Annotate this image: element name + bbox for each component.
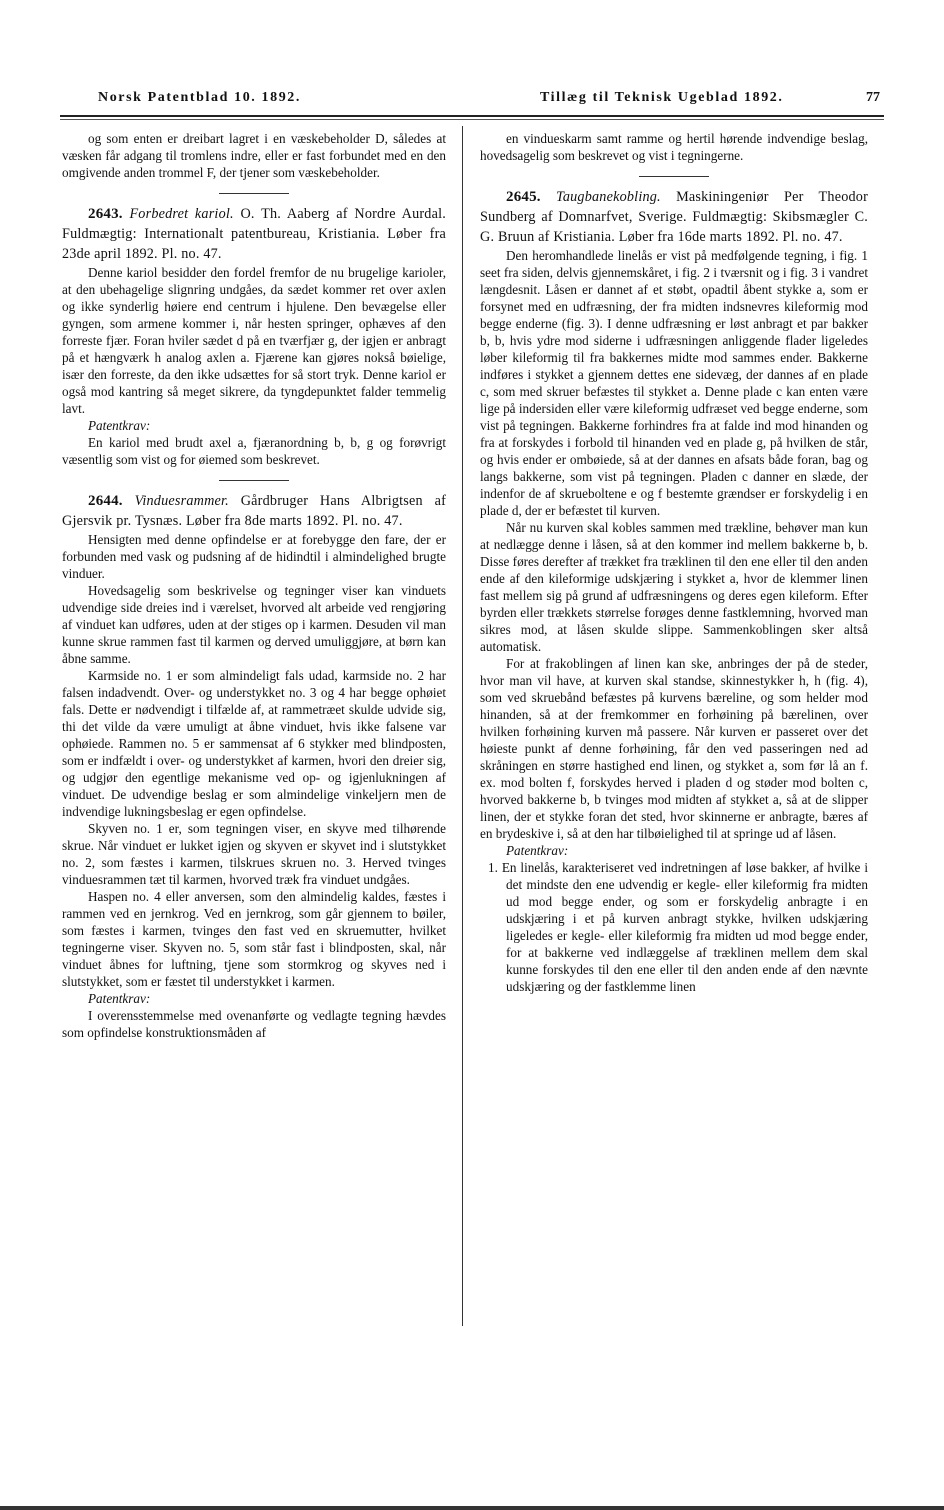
entry-2645-number: 2645. (506, 189, 541, 205)
page-bottom-edge (0, 1506, 944, 1510)
entry-2643-applicant: O. Th. Aaberg af Nordre Aurdal. Fuldmægtig: Internationalt patentbureau, Kristiania. Løber fra 23de april 1892. Pl. no. 47. (62, 206, 446, 262)
entry-2645-claim-number: 1. (488, 860, 498, 875)
entry-2644-applicant: Gårdbruger Hans Albrigtsen af Gjersvik pr. Tysnæs. Løber fra 8de marts 1892. Pl. no. 47. (62, 493, 447, 529)
header-rule-thin (60, 119, 884, 120)
entry-2645-paragraph: Den heromhandlede linelås er vist på medfølgende tegning, i fig. 1 seet fra siden, delvis gjennemskåret, i fig. 2 i tværsnit og i fig. 3 i vandret længdesnit. Låsen er dannet af et støbt, opadtil åbent stykke a, som er forsynet med en udfræsning, der fra midten indsnevres kileformig mod begge enderne (fig. 3). I denne udfræsning er løst anbragt et par bakker b, b, hvis ydre mod siderne i udfræsningen anliggende flader ligeledes løber kileformig til fra bakkernes midte mod sammes ender. Bakkerne indføres i stykket a gjennem dettes ene sidevæg, der dannes af en plade c, som med skruer befæstes til stykket a. Denne plade c kan enten være lige på indersiden eller være kileformig udfræset ved begge enderne, som vist på tegningen. Bakkerne forhindres fra at falde ind mod hinanden og fra at forskydes i forbold til hinanden ved en plade g, på hvilken de står, og hvis ender er ombøiede, så at der dannes en afsats både foran, bag og langs bakkerne, som vist på tegningen. Pladen c danner en slæde, der indenfor de af skrueboltene e og f bestemte grændser er forskydelig i en plade d, der er befæstet til kurven. (480, 248, 868, 518)
entry-2643-body: Denne kariol besidder den fordel fremfor de nu brugelige karioler, at den ubehagelige slignring undgåes, da sædet kommer ret over axlen og ikke synderlig høiere end centrum i hjulene. Den bevægelse eller gyngen, som armene kommer i, når hesten springer, ophæves af den forreste fjær. Foran hviler sædet d på en tværfjær g, der igjen er anbragt på et hængværk h analog axlen a. Fjærene kan gjøres nokså bøielige, især den forreste, da den ikke udsættes for så stort tryk. Denne kariol er også mod kantring så meget sikrere, da tyngdepunktet falder temmelig lavt. (62, 265, 446, 416)
entry-2645-claim-text: En linelås, karakteriseret ved indretningen af løse bakker, af hvilke i det mindste den ene udvendig er kegle- eller kileformig fra midten ud mod begge ender, og som er forskydelig anbragte i en udskjæring i et på kurven anbragt stykke, hvilken udskjæring ligeledes er kegle- eller kileformig fra midten ud mod begge ender, for at bakkerne ved indlæggelse af træklinen mellem dem skal kunne forskydes til den ene eller til den anden ende af den nævnte udskjæring og der fastklemme linen (501, 860, 868, 994)
entry-2643-heading (62, 204, 446, 264)
entry-2644-claim: I overensstemmelse med ovenanførte og vedlagte tegning hævdes som opfindelse konstruktionsmåden af (62, 1008, 446, 1040)
entry-2645-applicant: Maskiningeniør Per Theodor Sundberg af Domnarfvet, Sverige. Fuldmægtig: Skibsmægler C. G. Bruun af Kristiania. Løber fra 16de marts 1892. Pl. no. 47. (480, 189, 869, 245)
entry-separator (219, 193, 289, 194)
entry-2645-claim-label: Patentkrav: (506, 843, 569, 858)
entry-separator (219, 480, 289, 481)
right-intro-text: en vindueskarm samt ramme og hertil hørende indvendige beslag, hovedsagelig som beskrevet og vist i tegningerne. (480, 131, 868, 163)
entry-2645-claim-item (480, 859, 868, 995)
right-column (480, 130, 868, 995)
header-rule (60, 115, 884, 117)
page-number: 77 (866, 90, 880, 105)
entry-2644-heading (62, 491, 446, 531)
page-header (60, 90, 884, 110)
entry-2644-paragraph: Haspen no. 4 eller anversen, som den almindelig kaldes, fæstes i rammen ved en jernkrog. Ved en jernkrog, som går gjennem to bøiler, som fæstes i karmen, tvinges den fast ved en skruemutter, hvilket tegningerne viser. Skyven no. 5, som står fast i blindposten, skal, når vinduet åbnes for luftning, tjene som stormkrog og skyves ned i slutstykket, som er fæstet til understykket i karmen. (62, 889, 446, 989)
left-column (62, 130, 446, 1041)
header-left-title: Norsk Patentblad 10. 1892. (98, 90, 301, 105)
entry-2644-number: 2644. (88, 493, 123, 509)
entry-separator (639, 176, 709, 177)
entry-2645-title: Taugbanekobling. (556, 189, 661, 205)
entry-2644-paragraph: Skyven no. 1 er, som tegningen viser, en skyve med tilhørende skrue. Når vinduet er lukket igjen og skyven er skyvet ind i slutstykket no. 2, som fæstes i karmen, tilskrues skruen no. 3. Herved tvinges vinduesrammen tæt til karmen, hvorved træk fra vinduet undgåes. (62, 821, 446, 887)
entry-2644-title: Vinduesrammer. (134, 493, 229, 509)
entry-2643-title: Forbedret kariol. (129, 206, 234, 222)
entry-2643-number: 2643. (88, 206, 123, 222)
entry-2644-paragraph: Hovedsagelig som beskrivelse og tegninger viser kan vinduets udvendige side dreies ind i værelset, hvorved alt arbeide ved rengjøring af vinduet kan udføres, uden at der stiges op i karmen. Desuden vil man kunne skrue rammen fast til karmen og derved umuliggjøre, at børn kan åbne samme. (62, 583, 446, 666)
entry-2644-claim-label: Patentkrav: (88, 991, 151, 1006)
entry-2644-paragraph: Hensigten med denne opfindelse er at forebygge den fare, der er forbunden med vask og pudsning af de hidindtil i almindelighed brugte vinduer. (62, 532, 446, 581)
entry-2644-paragraph: Karmside no. 1 er som almindeligt fals udad, karmside no. 2 har falsen indadvendt. Over- og understykket no. 3 og 4 har begge ophøiet fals. Dette er nødvendigt i tilfælde af, at rammetræet skulde udvide sig, thi det vilde da være umuligt at åbne vinduet, hvis ikke falsene var ophøiede. Rammen no. 5 er sammensat af 6 stykker med blindposten, som er indfældt i over- og understykket af karmen, hvori den dreier sig, og udgjør den egentlige mekanisme ved op- og igjenlukningen af vinduet. De udvendige beslag er som almindelige vinkeljern men de indvendige lukningsbeslag er egen opfindelse. (62, 668, 446, 819)
header-right-title: Tillæg til Teknisk Ugeblad 1892. (540, 90, 784, 105)
entry-2643-claim-label: Patentkrav: (88, 418, 151, 433)
entry-2645-paragraph: Når nu kurven skal kobles sammen med trækline, behøver man kun at nedlægge denne i låsen, så at den kommer ind mellem bakkerne b, b. Disse føres derefter af trækket fra træklinen til den ene eller til den anden ende af den kileformige udskjæring i stykket a, hvor de klemmer linen fast mellem sig på grund af udfræsningens og deres egen kileform. Efter byrden eller trækkets størrelse forøges denne fastklemning, hvorved man sikres mod, at låsen skulde slippe. Sammenkoblingen sker altså automatisk. (480, 520, 868, 654)
entry-2643-claim: En kariol med brudt axel a, fjæranordning b, b, g og forøvrigt væsentlig som vist og for øiemed som beskrevet. (62, 435, 446, 467)
column-divider (462, 126, 463, 1326)
left-intro-text: og som enten er dreibart lagret i en væskebeholder D, således at væsken får adgang til tromlens indre, eller er fast forbundet med en den omgivende anden trommel F, der tjener som væskebeholder. (62, 131, 446, 180)
entry-2645-paragraph: For at frakoblingen af linen kan ske, anbringes der på de steder, hvor man vil have, at kurven skal standse, skinnestykker h, h (fig. 4), som ved skruebånd befæstes på kurvens bæreline, og som helder mod hinanden, så at der fremkommer en forhøining på bærelinen, over hvilken forhøining kurven må passere. Når kurven er passeret over det høieste punkt af denne forhøining, får den ved passeringen ned ad skråningen en større hastighed end linen, og stykket a, som før lå an f. ex. mod bolten f, forskydes herved i pladen d og støder mod bolten c, hvorved bakkerne b, b tvinges mod midten af stykket a, så at de slipper linen, der et stykke foran det sted, hvor skinnerne er anbragte, bæres af en brydeskive i, så at den har tilbøielighed til at springe ud af låsen. (480, 656, 868, 841)
entry-2645-heading (480, 187, 868, 247)
